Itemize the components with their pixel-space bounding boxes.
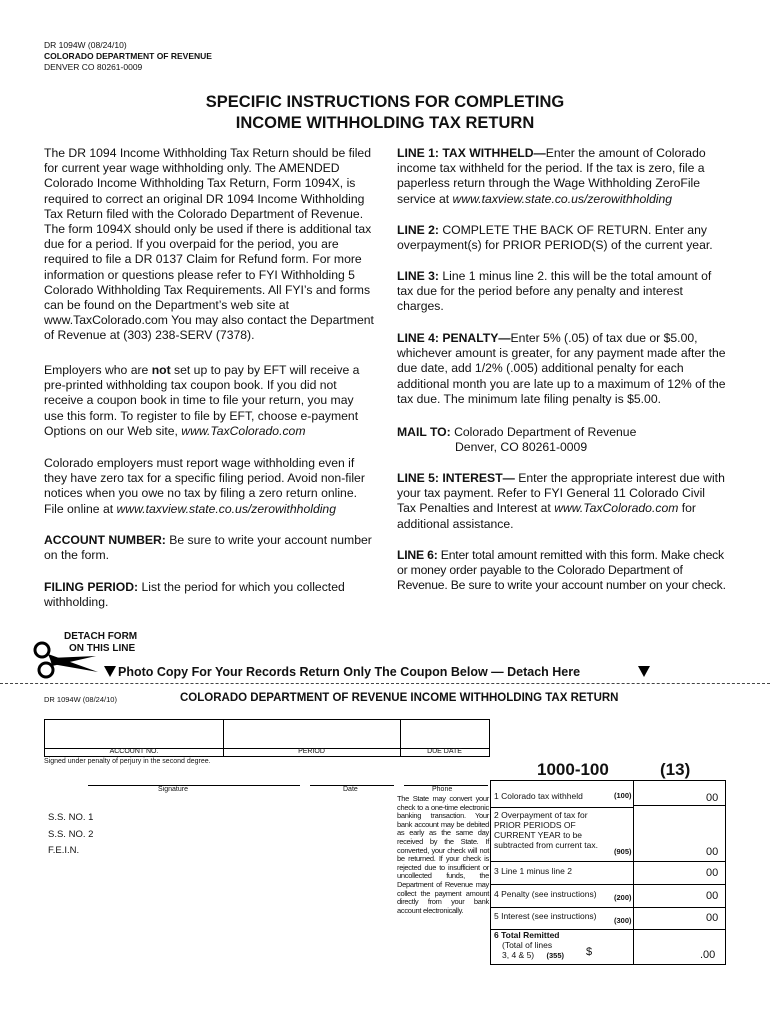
line6-cents[interactable]: .00 bbox=[700, 949, 716, 961]
coupon-form-number: DR 1094W (08/24/10) bbox=[44, 695, 117, 704]
line3-cents[interactable]: 00 bbox=[706, 867, 719, 879]
account-no-label: ACCOUNT NO. bbox=[109, 748, 159, 755]
ssn1-label: S.S. NO. 1 bbox=[48, 812, 94, 823]
intro-paragraph: The DR 1094 Income Withholding Tax Return should be filed for current year wage withholding only. The AMENDED Colorado Income Withholding Tax Return, Form 1094X, is required to correct an original DR 1094 Income Withholding Tax Return filed with the Colorado Department of Revenue. The form 1094X should only be used if there is additional tax due for a period. If you overpaid for the period, you are required to file a DR 0137 Claim for Refund form. For more information or questions please refer to FYI Withholding 5 Colorado Withholding Tax Requirements. All FYI’s and forms can be found on the Department’s web site at www.TaxColorado.com You may also contact the Department of Revenue at (303) 238-SERV (7378). bbox=[44, 146, 374, 343]
line4-row: 4 Penalty (see instructions) bbox=[494, 889, 597, 899]
form-code-13: (13) bbox=[660, 760, 691, 779]
line5-cents[interactable]: 00 bbox=[706, 912, 719, 924]
fein-label: F.E.I.N. bbox=[48, 845, 80, 856]
phone-label: Phone bbox=[432, 786, 453, 793]
line4-cents[interactable]: 00 bbox=[706, 890, 719, 902]
website-link-2[interactable]: www.TaxColorado.com bbox=[554, 501, 679, 516]
detach-instruction: Photo Copy For Your Records Return Only The Coupon Below — Detach Here bbox=[118, 665, 581, 679]
line3-instruction: LINE 3: Line 1 minus line 2. this will be the total amount of tax due for the period before any penalty and interest charges. bbox=[397, 269, 712, 314]
account-number-instruction: ACCOUNT NUMBER: Be sure to write your account number on the form. bbox=[44, 533, 372, 563]
line2-code: (905) bbox=[614, 847, 632, 856]
account-period-box bbox=[44, 719, 490, 757]
zerofile-link[interactable]: www.taxview.state.co.us/zerowithholding bbox=[116, 501, 336, 516]
eft-paragraph: Employers who are not set up to pay by EFT will receive a pre-printed withholding tax coupon book. If you did not receive a coupon book in time to file your return, you may use this form. To register to file by EFT, choose e-payment Options on our Web site, www.TaxColorado.com bbox=[44, 363, 360, 438]
line4-code: (200) bbox=[614, 893, 632, 902]
line5-code: (300) bbox=[614, 916, 632, 925]
date-label: Date bbox=[343, 786, 358, 793]
dollar-sign: $ bbox=[586, 946, 593, 958]
mail-to: MAIL TO: Colorado Department of Revenue Denver, CO 80261-0009 bbox=[397, 425, 637, 455]
line5-row: 5 Interest (see instructions) bbox=[494, 911, 597, 921]
form-header bbox=[44, 40, 212, 73]
line6-instruction: LINE 6: Enter total amount remitted with this form. Make check or money order payable to the Colorado Department of Revenue. Be sure to write your account number on your check. bbox=[397, 548, 726, 593]
ssn2-label: S.S. NO. 2 bbox=[48, 828, 94, 840]
line6-row: 6 Total Remitted (Total of lines 3, 4 & 5) (355) bbox=[494, 930, 565, 960]
period-label: PERIOD bbox=[298, 748, 325, 755]
line1-cents[interactable]: 00 bbox=[706, 792, 719, 804]
line3-row: 3 Line 1 minus line 2 bbox=[494, 866, 572, 876]
line2-row: 2 Overpayment of tax for PRIOR PERIODS OF CURRENT YEAR to be subtracted from current tax. bbox=[494, 810, 598, 850]
website-link[interactable]: www.TaxColorado.com bbox=[181, 423, 306, 438]
coupon-title: COLORADO DEPARTMENT OF REVENUE INCOME WITHHOLDING TAX RETURN bbox=[180, 692, 619, 704]
zero-return-paragraph: Colorado employers must report wage withholding even if they have zero tax for a specific filing period. Avoid non-filer notices when you owe no tax by filing a zero return online. File online at www.taxview.state.co.us/zerowithholding bbox=[44, 456, 365, 516]
line1-row: 1 Colorado tax withheld (100) bbox=[494, 791, 632, 801]
form-code: 1000-100 bbox=[537, 760, 609, 779]
line2-cents[interactable]: 00 bbox=[706, 846, 719, 858]
department-city: DENVER CO 80261-0009 bbox=[44, 62, 143, 72]
cut-line bbox=[0, 683, 770, 684]
filing-period-instruction: FILING PERIOD: List the period for which you collected withholding. bbox=[44, 580, 345, 610]
form-number: DR 1094W (08/24/10) bbox=[44, 40, 127, 50]
line4-instruction: LINE 4: PENALTY—Enter 5% (.05) of tax due or $5.00, whichever amount is greater, for any payment made after the due date, add 1/2% (.005) additional penalty for each additional month you are late up to a maximum of 12% of the tax due. The minimum late filing penalty is $5.00. bbox=[397, 331, 726, 406]
check-conversion-notice: The State may convert your check to a one-time electronic banking transaction. Your bank account may be debited as early as the same day received by the State. If converted, your check will not be returned. If your check is rejected due to insufficient or uncollected funds, the Department of Revenue may collect the payment amount directly from your bank account electronically. bbox=[397, 794, 489, 915]
due-date-label: DUE DATE bbox=[427, 748, 462, 755]
perjury-statement: Signed under penalty of perjury in the second degree. bbox=[44, 758, 211, 765]
zerofile-link-2[interactable]: www.taxview.state.co.us/zerowithholding bbox=[452, 191, 673, 206]
department-name: COLORADO DEPARTMENT OF REVENUE bbox=[44, 51, 212, 61]
arrow-down-icon bbox=[638, 666, 650, 677]
detach-label: DETACH FORM ON THIS LINE bbox=[64, 631, 138, 654]
line1-instruction: LINE 1: TAX WITHHELD—Enter the amount of Colorado income tax withheld for the period. If the tax is zero, file a paperless return through the Wage Withholding ZeroFile service at www.taxview.state.co.us/zerowithholding bbox=[397, 146, 706, 206]
signature-label: Signature bbox=[158, 786, 188, 793]
page-title: SPECIFIC INSTRUCTIONS FOR COMPLETING INCOME WITHHOLDING TAX RETURN bbox=[205, 93, 565, 132]
line2-instruction: LINE 2: COMPLETE THE BACK OF RETURN. Enter any overpayment(s) for PRIOR PERIOD(S) of the current year. bbox=[397, 223, 713, 253]
arrow-down-icon bbox=[104, 666, 116, 677]
line5-instruction: LINE 5: INTEREST— Enter the appropriate interest due with your tax payment. Refer to FYI General 11 Colorado Civil Tax Penalties and Interest at www.TaxColorado.com for additional assistance. bbox=[397, 471, 725, 531]
ssn-fein-labels bbox=[48, 810, 93, 860]
